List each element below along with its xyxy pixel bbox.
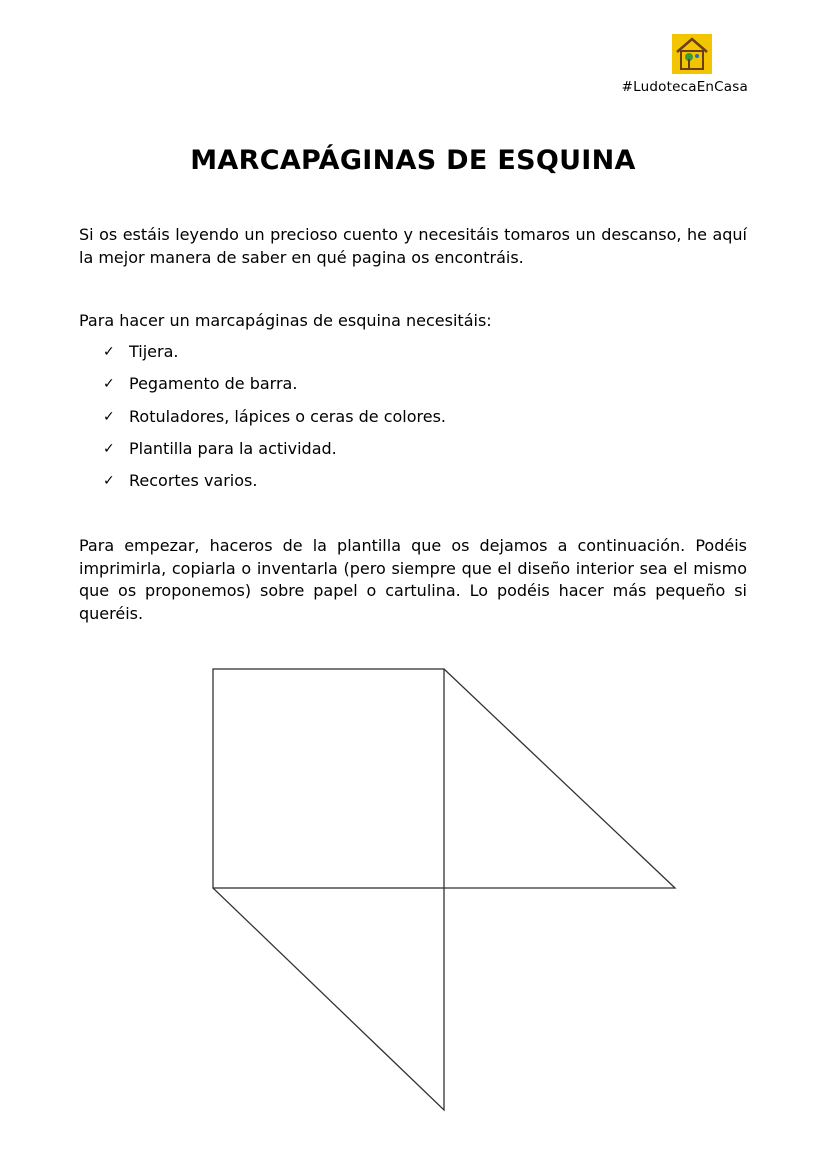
- template-square: [213, 669, 444, 888]
- check-icon: ✓: [103, 440, 115, 457]
- materials-list: [103, 341, 446, 502]
- list-item-label: Plantilla para la actividad.: [129, 438, 337, 458]
- hashtag: #LudotecaEnCasa: [621, 79, 748, 95]
- intro-paragraph: Si os estáis leyendo un precioso cuento y necesitáis tomaros un descanso, he aquí la mejor manera de saber en qué pagina os encontráis.: [79, 225, 747, 267]
- template-bottom-triangle: [213, 888, 444, 1110]
- logo: [672, 34, 712, 74]
- list-item-label: Tijera.: [129, 342, 179, 361]
- list-item-label: Pegamento de barra.: [129, 374, 298, 394]
- bookmark-template: [205, 660, 685, 1120]
- check-icon: ✓: [103, 408, 115, 425]
- check-icon: ✓: [103, 344, 115, 360]
- page-title: MARCAPÁGINAS DE ESQUINA: [190, 145, 636, 176]
- list-item: [103, 470, 446, 502]
- ludoteca-house-logo-icon: [672, 34, 712, 74]
- list-item: [103, 406, 446, 438]
- template-right-triangle: [444, 669, 675, 888]
- materials-intro: Para hacer un marcapáginas de esquina necesitáis:: [79, 311, 492, 330]
- instructions-paragraph: Para empezar, haceros de la plantilla que os dejamos a continuación. Podéis imprimirla, copiarla o inventarla (pero siempre que el diseño interior sea el mismo que os proponemos) sobre papel o cartulina. Lo podéis hacer más pequeño si queréis.: [79, 536, 747, 623]
- list-item: [103, 341, 446, 373]
- list-item: [103, 373, 446, 405]
- check-icon: ✓: [103, 376, 115, 393]
- list-item-label: Rotuladores, lápices o ceras de colores.: [129, 406, 447, 426]
- list-item-label: Recortes varios.: [129, 471, 258, 491]
- check-icon: ✓: [103, 473, 115, 490]
- list-item: [103, 438, 446, 470]
